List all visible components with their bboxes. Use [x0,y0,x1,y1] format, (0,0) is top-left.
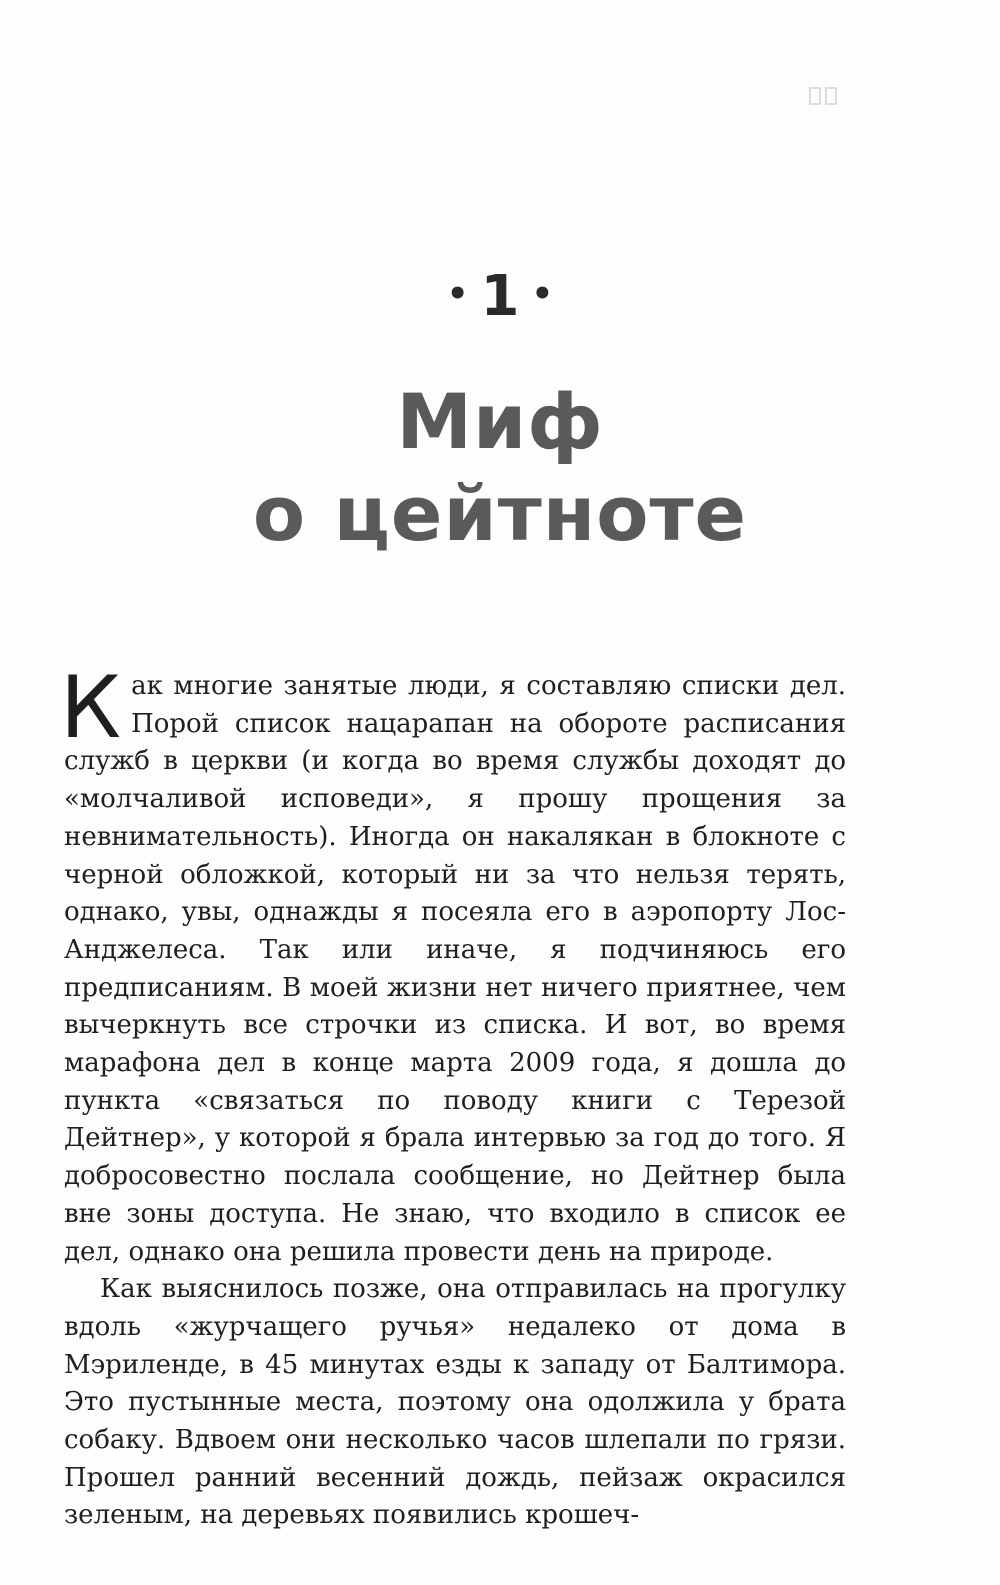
chapter-number [0,262,1000,335]
chapter-number-value: 1 [480,264,520,329]
chapter-dot-right: • [531,273,554,314]
chapter-title-line-2: о цейтноте [252,469,748,558]
paragraph-1-text: ак многие занятые люди, я составляю списки дел. Порой список нацарапан на обороте расписания служб в церкви (и когда во время службы доходят до «молчаливой исповеди», я прошу прощения за невнимательность). Иногда он накалякан в блокноте с черной обложкой, который ни за что нельзя терять, однако, увы, однажды я посеяла его в аэропорту Лос-Анджелеса. Так или иначе, я подчиняюсь его предписаниям. В моей жизни нет ничего приятнее, чем вычеркнуть все строчки из списка. И вот, во время марафона дел в конце марта 2009 года, я дошла до пункта «связаться по поводу книги с Терезой Дейтнер», у которой я брала интервью за год до того. Я добросовестно послала сообщение, но Дейтнер была вне зоны доступа. Не знаю, что входило в список ее дел, однако она решила провести день на природе. [64,671,846,1267]
paragraph-2: Как выяснилось позже, она отправилась на прогулку вдоль «журчащего ручья» недалеко от дома в Мэриленде, в 45 минутах езды к западу от Балтимора. Это пустынные места, поэтому она одолжила у брата собаку. Вдвоем они несколько часов шлепали по грязи. Прошел ранний весенний дождь, пейзаж окрасился зеленым, на деревьях появились крошеч- [64,1274,846,1531]
body-text [60,658,846,1535]
chapter-dot-left: • [446,273,469,314]
scan-artifact-icon [808,84,840,108]
drop-cap: К [60,658,122,758]
chapter-title [0,376,1000,560]
chapter-title-line-1: Миф [396,377,604,466]
paragraph-1 [60,658,846,1271]
